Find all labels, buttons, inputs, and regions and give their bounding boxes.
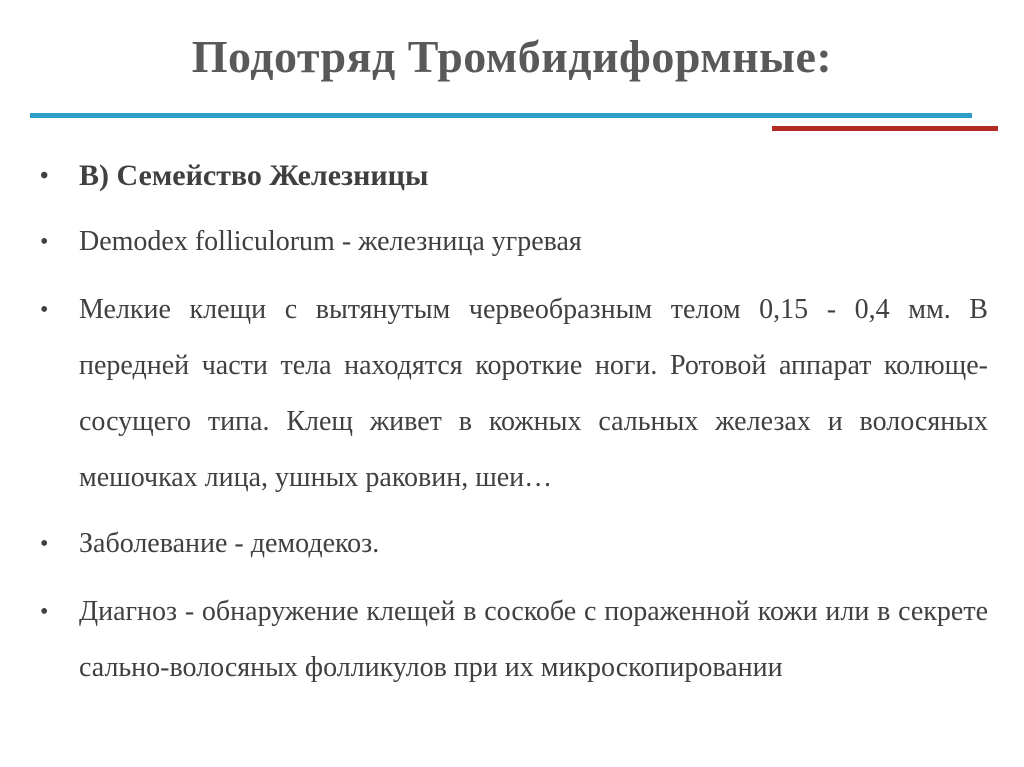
bullet-text-disease: Заболевание - демодекоз. <box>79 528 380 559</box>
bullet-text-species: Demodex folliculorum - железница угревая <box>79 226 582 257</box>
bullet-item-family <box>40 148 988 204</box>
bullet-dot: • <box>40 229 49 255</box>
bullet-item-species <box>40 214 988 270</box>
bullet-text-family: В) Семейство Железницы <box>79 159 429 192</box>
bullet-dot: • <box>40 297 49 323</box>
bullet-list <box>40 148 988 700</box>
slide-title: Подотряд Тромбидиформные: <box>191 31 833 82</box>
bullet-dot: • <box>40 599 49 625</box>
title-underline-red <box>772 126 998 131</box>
bullet-dot: • <box>40 531 49 557</box>
bullet-item-description <box>40 282 988 506</box>
bullet-item-disease <box>40 516 988 572</box>
bullet-text-diagnosis: Диагноз - обнаружение клещей в соскобе с пораженной кожи или в секрете сально-волосяных фолликулов при их микроскопировании <box>79 596 988 683</box>
title-underline-blue <box>30 113 972 118</box>
bullet-dot: • <box>40 163 49 189</box>
bullet-text-description: Мелкие клещи с вытянутым червеобразным телом 0,15 - 0,4 мм. В передней части тела находятся короткие ноги. Ротовой аппарат колюще-сосущего типа. Клещ живет в кожных сальных железах и волосяных мешочках лица, ушных раковин, шеи… <box>79 294 988 493</box>
bullet-item-diagnosis <box>40 584 988 696</box>
